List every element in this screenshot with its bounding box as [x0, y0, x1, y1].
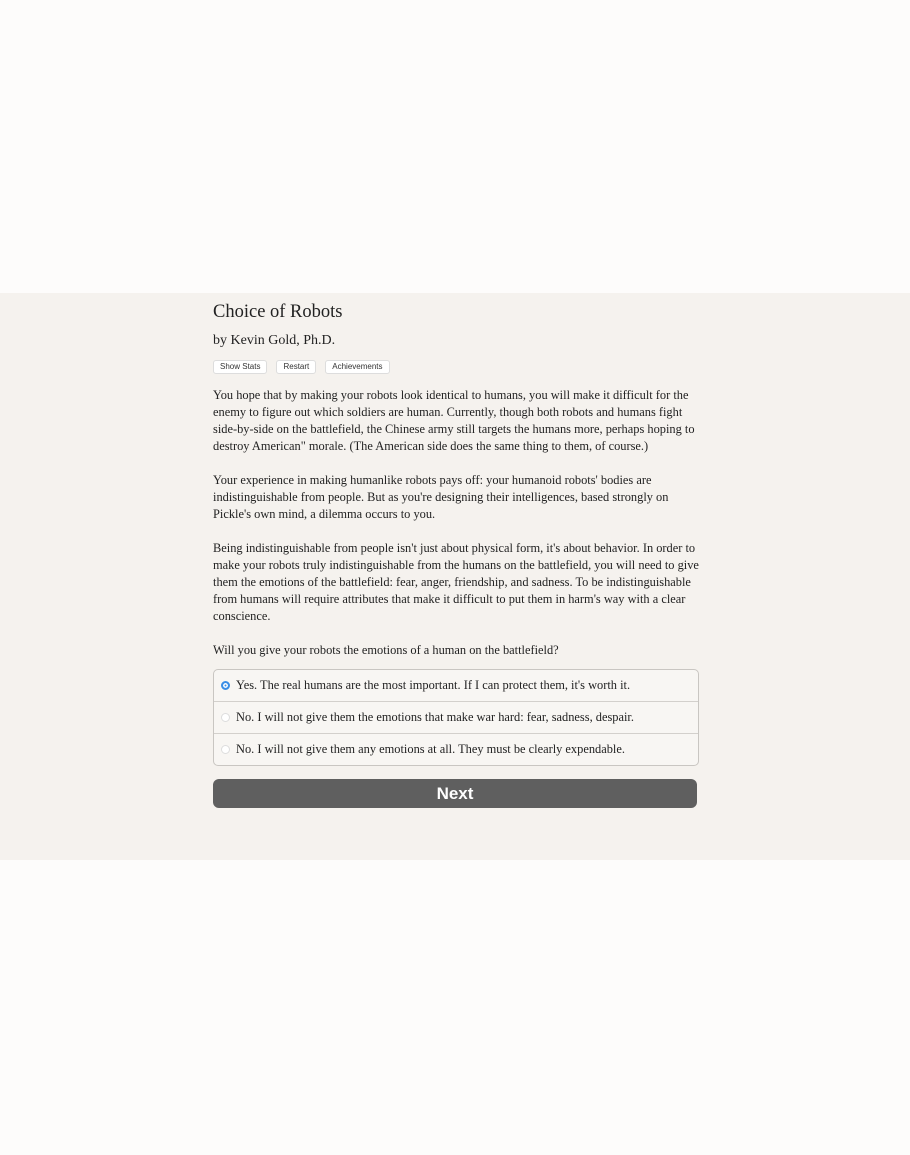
question-text: Will you give your robots the emotions of a human on the battlefield? — [213, 643, 559, 657]
toolbar — [213, 360, 699, 374]
author-byline: by Kevin Gold, Ph.D. — [213, 333, 336, 348]
radio-icon[interactable] — [221, 745, 230, 754]
game-title: Choice of Robots — [213, 302, 343, 322]
choice-list — [213, 669, 699, 766]
story-text — [213, 387, 699, 659]
show-stats-button[interactable]: Show Stats — [213, 360, 267, 374]
story-paragraph: Your experience in making humanlike robots pays off: your humanoid robots' bodies are indistinguishable from people. But as you're designing their intelligences, based strongly on Pickle's own mind, a dilemma occurs to you. — [213, 473, 669, 521]
game-content — [213, 300, 699, 808]
choice-label: Yes. The real humans are the most important. If I can protect them, it's worth it. — [236, 678, 631, 692]
restart-button[interactable]: Restart — [276, 360, 316, 374]
choice-option-3[interactable] — [214, 733, 698, 765]
story-paragraph: Being indistinguishable from people isn't just about physical form, it's about behavior. In order to make your robots truly indistinguishable from the humans on the battlefield, you will need to give them the emotions of the battlefield: fear, anger, friendship, and sadness. To be indistinguishable from humans will require attributes that make it difficult to put them in harm's way with a clear conscience. — [213, 541, 699, 623]
next-button[interactable]: Next — [213, 779, 697, 808]
choice-option-1[interactable] — [214, 670, 698, 701]
story-paragraph: You hope that by making your robots look identical to humans, you will make it difficult for the enemy to figure out which soldiers are human. Currently, though both robots and humans fight side-by-side on the battlefield, the Chinese army still targets the humans more, perhaps hoping to destroy American" morale. (The American side does the same thing to them, of course.) — [213, 388, 695, 453]
choice-option-2[interactable] — [214, 701, 698, 733]
choice-label: No. I will not give them the emotions that make war hard: fear, sadness, despair. — [236, 710, 634, 724]
radio-selected-icon[interactable] — [221, 681, 230, 690]
achievements-button[interactable]: Achievements — [325, 360, 389, 374]
radio-icon[interactable] — [221, 713, 230, 722]
choice-label: No. I will not give them any emotions at all. They must be clearly expendable. — [236, 742, 625, 756]
